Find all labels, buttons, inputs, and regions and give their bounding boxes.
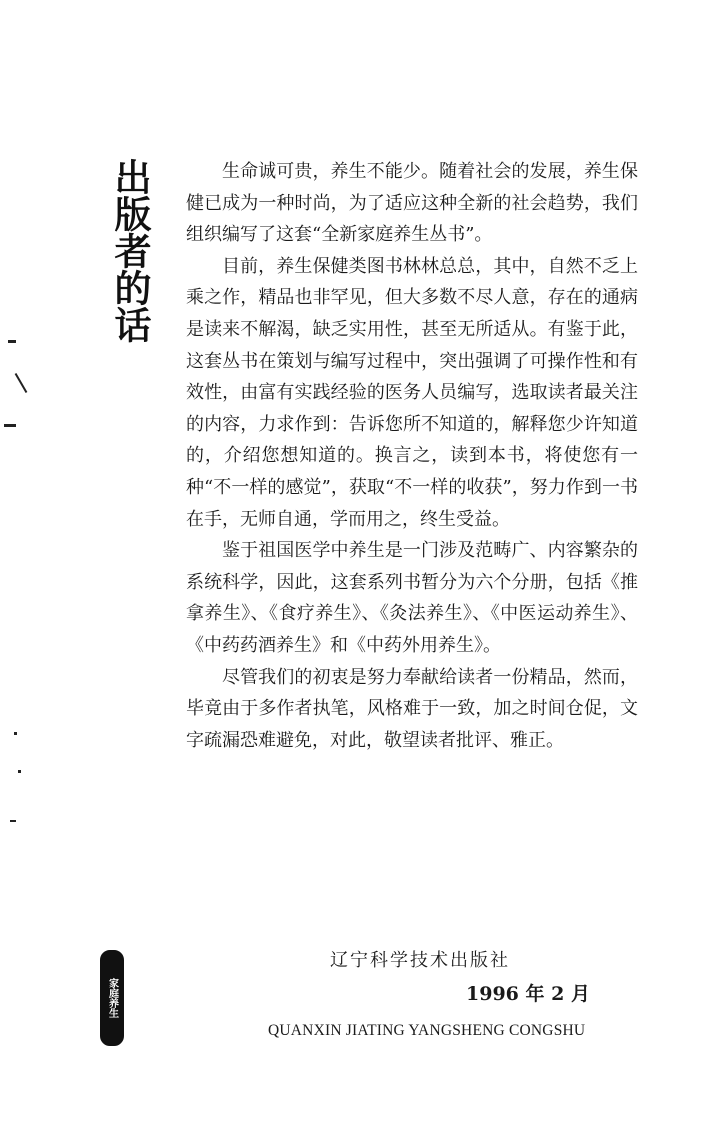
publisher-signature: 辽宁科学技术出版社 — [330, 950, 510, 971]
scan-mark — [4, 424, 16, 427]
scan-mark — [10, 820, 16, 822]
scan-mark — [15, 373, 28, 393]
page-title: 出版者的话 — [108, 158, 151, 343]
paragraph-4: 尽管我们的初衷是努力奉献给读者一份精品，然而，毕竟由于多作者执笔，风格难于一致，加之时间仓促，文字疏漏恐难避免，对此，敬望读者批评、雅正。 — [186, 666, 638, 751]
paragraph-1: 生命诚可贵，养生不能少。随着社会的发展，养生保健已成为一种时尚，为了适应这种全新的社会趋势，我们组织编写了这套“全新家庭养生丛书”。 — [186, 161, 638, 246]
scan-mark — [8, 340, 16, 343]
paragraph-3: 鉴于祖国医学中养生是一门涉及范畴广、内容繁杂的系统科学，因此，这套系列书暂分为六个分册，包括《推拿养生》、《食疗养生》、《灸法养生》、《中医运动养生》、《中药药酒养生》和《中药外用养生》。 — [186, 540, 638, 656]
paragraph-2: 目前，养生保健类图书林林总总，其中，自然不乏上乘之作，精品也非罕见，但大多数不尽人意，存在的通病是读来不解渴，缺乏实用性，甚至无所适从。有鉴于此，这套丛书在策划与编写过程中，突出强调了可操作性和有效性，由富有实践经验的医务人员编写，选取读者最关注的内容，力求作到：告诉您所不知道的，解释您少许知道的，介绍您想知道的。换言之，读到本书，将使您有一种“不一样的感觉”，获取“不一样的收获”，努力作到一书在手，无师自通，学而用之，终生受益。 — [186, 255, 638, 530]
series-footer: QUANXIN JIATING YANGSHENG CONGSHU — [268, 1022, 586, 1039]
scan-mark — [18, 770, 21, 773]
publish-date: 1996 年 2 月 — [466, 983, 590, 1005]
series-seal-logo: 家庭养生 — [100, 950, 124, 1046]
scan-mark — [14, 732, 17, 735]
preface-body — [186, 156, 638, 756]
